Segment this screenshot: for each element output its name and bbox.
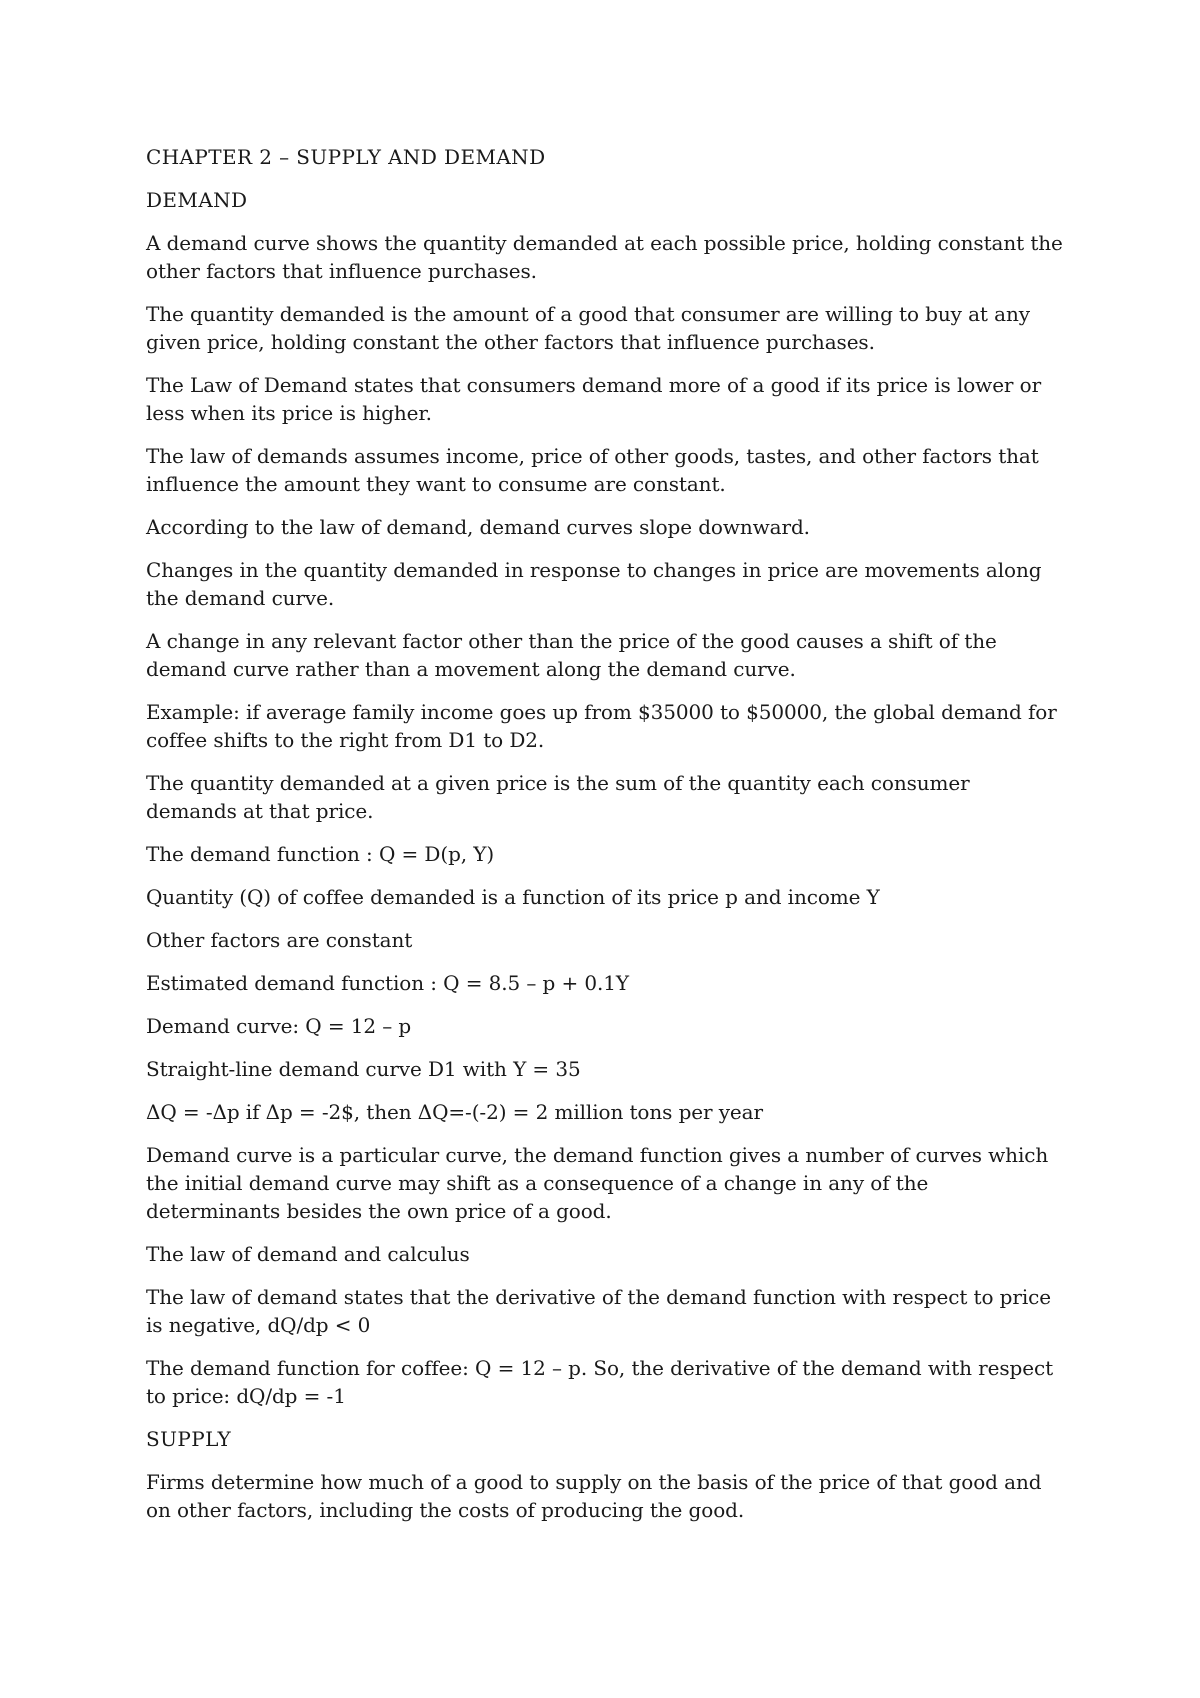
paragraph-demand-curve-definition: A demand curve shows the quantity demanded at each possible price, holding constant the other factors that influence purchases. [146,231,1063,283]
paragraph-derivative-negative: The law of demand states that the derivative of the demand function with respect to price is negative, dQ/dp < 0 [146,1285,1051,1337]
paragraph-slope-downward: According to the law of demand, demand curves slope downward. [146,515,810,539]
paragraph-law-of-demand: The Law of Demand states that consumers demand more of a good if its price is lower or less when its price is higher. [146,373,1042,425]
paragraph-curve-vs-function: Demand curve is a particular curve, the demand function gives a number of curves which the initial demand curve may shift as a consequence of a change in any of the determinants besides the own price of a good. [146,1143,1049,1223]
paragraph-law-assumptions: The law of demands assumes income, price of other goods, tastes, and other factors that influence the amount they want to consume are constant. [146,444,1039,496]
section-heading-demand: DEMAND [146,188,248,212]
paragraph-sum-of-quantity: The quantity demanded at a given price is the sum of the quantity each consumer demands at that price. [146,771,970,823]
paragraph-quantity-function: Quantity (Q) of coffee demanded is a function of its price p and income Y [146,885,880,909]
paragraph-law-and-calculus: The law of demand and calculus [146,1242,470,1266]
paragraph-movements-along: Changes in the quantity demanded in response to changes in price are movements along the demand curve. [146,558,1042,610]
paragraph-firms-supply: Firms determine how much of a good to supply on the basis of the price of that good and on other factors, including the costs of producing the good. [146,1470,1042,1522]
paragraph-demand-curve-equation: Demand curve: Q = 12 – p [146,1014,412,1038]
paragraph-quantity-demanded: The quantity demanded is the amount of a good that consumer are willing to buy at any given price, holding constant the other factors that influence purchases. [146,302,1030,354]
document-body [146,143,1066,1539]
paragraph-straight-line-curve: Straight-line demand curve D1 with Y = 35 [146,1057,581,1081]
paragraph-demand-function: The demand function : Q = D(p, Y) [146,842,495,866]
paragraph-delta-q: ΔQ = -Δp if Δp = -2$, then ΔQ=-(-2) = 2 million tons per year [146,1100,763,1124]
paragraph-estimated-function: Estimated demand function : Q = 8.5 – p + 0.1Y [146,971,630,995]
paragraph-income-example: Example: if average family income goes up from $35000 to $50000, the global demand for coffee shifts to the right from D1 to D2. [146,700,1057,752]
chapter-title: CHAPTER 2 – SUPPLY AND DEMAND [146,145,546,169]
section-heading-supply: SUPPLY [146,1427,232,1451]
paragraph-shift-of-curve: A change in any relevant factor other than the price of the good causes a shift of the demand curve rather than a movement along the demand curve. [146,629,997,681]
paragraph-coffee-derivative: The demand function for coffee: Q = 12 – p. So, the derivative of the demand with respect to price: dQ/dp = -1 [146,1356,1054,1408]
paragraph-other-factors: Other factors are constant [146,928,413,952]
